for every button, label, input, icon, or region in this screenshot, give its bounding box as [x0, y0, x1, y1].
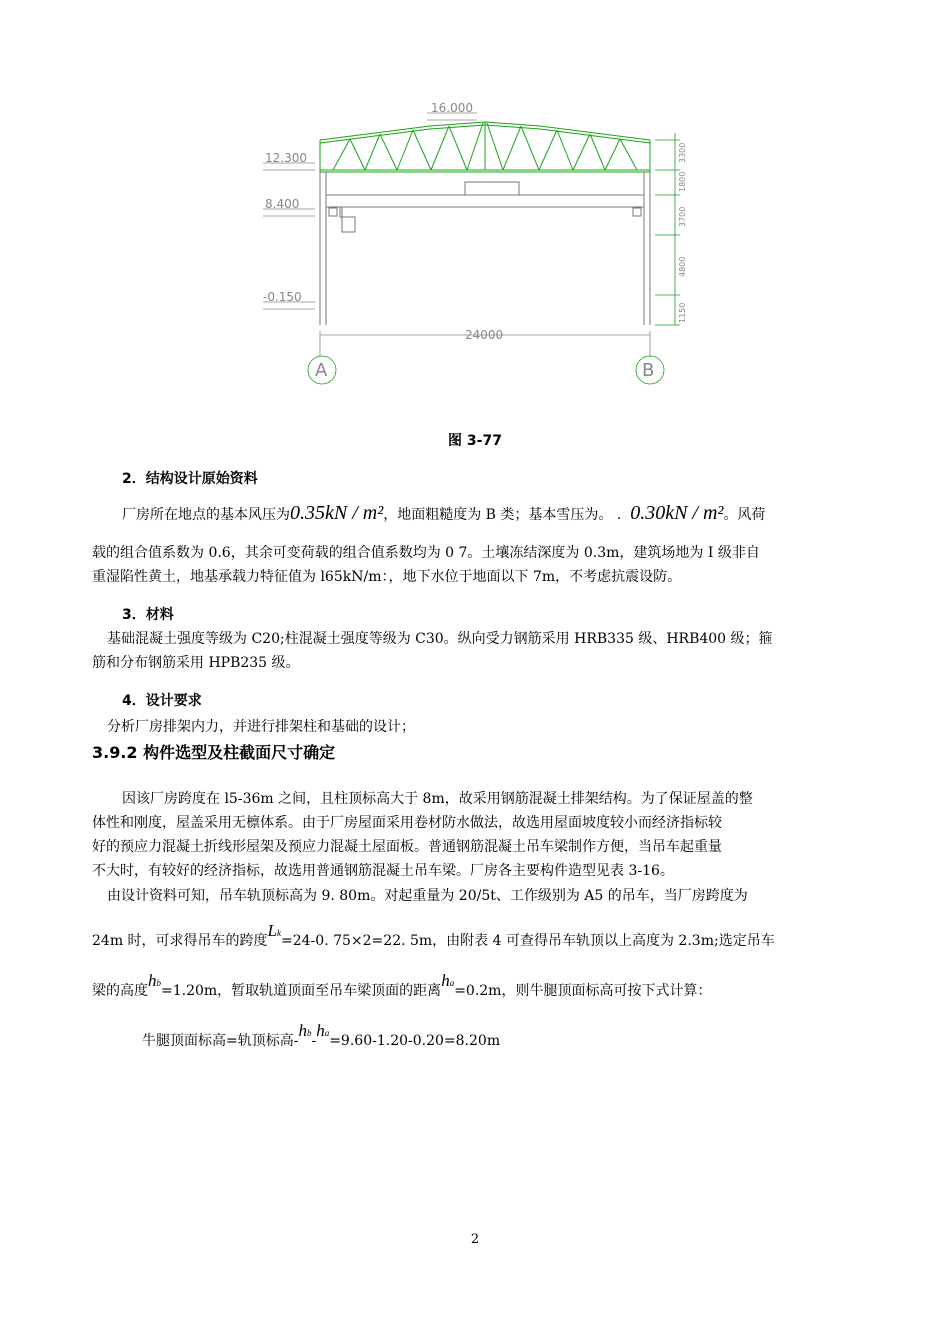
section-2-heading: 2．结构设计原始资料	[122, 471, 258, 487]
symbol-base: h	[316, 1021, 325, 1040]
dim-1800: 1800	[678, 171, 687, 192]
text-span: 24m 时，可求得吊车的跨度	[92, 933, 268, 949]
text-span: 厂房所在地点的基本风压为	[122, 507, 290, 523]
axis-a-label: A	[315, 360, 328, 381]
text-span: 牛腿顶面标高=轨顶标高-	[142, 1033, 299, 1049]
section-4-line-1: 分析厂房排架内力，并进行排架柱和基础的设计；	[107, 719, 415, 735]
corbel-elevation: 8.400	[265, 197, 300, 211]
symbol-ha	[441, 971, 454, 990]
symbol-base: h	[298, 1021, 307, 1040]
symbol-base: L	[267, 921, 278, 940]
symbol-base: h	[441, 971, 450, 990]
dim-3700: 3700	[678, 206, 687, 227]
axis-b-label: B	[642, 360, 655, 381]
text-span: =1.20m，暂取轨道顶面至吊车梁顶面的距离	[161, 983, 442, 999]
symbol-ha	[316, 1021, 329, 1040]
section-3-line-1: 基础混凝土强度等级为 C20;柱混凝土强度等级为 C30。纵向受力钢筋采用 HRB335 级、HRB400 级；箍	[107, 631, 773, 647]
eave-elevation: 12.300	[265, 151, 307, 165]
ground-elevation: -0.150	[263, 290, 302, 304]
symbol-subscript: a	[449, 978, 455, 988]
ridge-elevation: 16.000	[431, 101, 473, 115]
symbol-lk	[268, 921, 281, 940]
dim-3300: 3300	[678, 142, 687, 163]
bent-frame-figure	[255, 95, 695, 395]
formula-line	[142, 1021, 501, 1050]
roof-truss	[320, 122, 650, 172]
symbol-subscript: k	[277, 928, 282, 938]
symbol-subscript: a	[324, 1028, 330, 1038]
columns-and-crane	[320, 172, 650, 325]
para2-line-2	[92, 921, 775, 950]
text-span: =24-0. 75×2=22. 5m，由附表 4 可查得吊车轨顶以上高度为 2.3m;选定吊车	[281, 933, 775, 949]
dim-4800: 4800	[678, 256, 687, 277]
para1-line-4: 不大时，有较好的经济指标，故选用普通钢筋混凝土吊车梁。厂房各主要构件造型见表 3-16。	[92, 863, 674, 879]
symbol-subscript: b	[306, 1028, 312, 1038]
dimension-chain	[655, 133, 680, 325]
section-2-line-3: 重湿陷性黄土，地基承载力特征值为 l65kN/m：，地下水位于地面以下 7m，不考虑抗震设防。	[92, 569, 682, 585]
bent-frame-drawing	[255, 95, 695, 395]
symbol-hb	[298, 1021, 311, 1040]
snow-pressure-value: 0.30kN / m²	[630, 502, 724, 524]
para2-line-1: 由设计资料可知，吊车轨顶标高为 9. 80m。对起重量为 20/5t、工作级别为 A5 的吊车，当厂房跨度为	[107, 888, 748, 904]
section-2-line-1	[122, 502, 765, 525]
figure-caption: 图 3-77	[448, 433, 502, 449]
section-3-heading: 3．材料	[122, 607, 174, 623]
para1-line-3: 好的预应力混凝土折线形屋架及预应力混凝土屋面板。普通钢筋混凝土吊车梁制作方便，当吊车起重量	[92, 839, 722, 855]
section-2-line-2: 载的组合值系数为 0.6，其余可变荷载的组合值系数均为 0 7。土壤冻结深度为 0.3m，建筑场地为 I 级非自	[92, 545, 760, 561]
section-3-line-2: 筋和分布钢筋采用 HPB235 级。	[92, 655, 300, 671]
text-span: -	[311, 1033, 317, 1049]
symbol-subscript: b	[156, 978, 161, 988]
para2-line-3	[92, 971, 712, 1000]
dim-1150: 1150	[678, 302, 687, 323]
para1-line-2: 体性和刚度，屋盖采用无檩体系。由于厂房屋面采用卷材防水做法，故选用屋面坡度较小而经济指标较	[92, 815, 722, 831]
symbol-hb	[148, 971, 161, 990]
text-span: 。风荷	[723, 507, 766, 523]
symbol-base: h	[148, 971, 157, 990]
text-span: 梁的高度	[92, 983, 148, 999]
para1-line-1: 因该厂房跨度在 l5-36m 之间，且柱顶标高大于 8m，故采用钢筋混凝土排架结构。为了保证屋盖的整	[122, 791, 753, 807]
text-span: =9.60-1.20-0.20=8.20m	[329, 1033, 501, 1049]
elevation-marks	[263, 113, 650, 357]
wind-pressure-value: 0.35kN / m²	[290, 502, 384, 524]
page-number: 2	[470, 1232, 480, 1247]
section-4-heading: 4．设计要求	[122, 693, 202, 709]
text-span: ，地面粗糙度为 B 类；基本雪压为。 .	[383, 507, 622, 523]
text-span: =0.2m，则牛腿顶面标高可按下式计算：	[454, 983, 712, 999]
span-dimension: 24000	[465, 328, 504, 342]
section-392-heading: 3.9.2 构件选型及柱截面尺寸确定	[92, 743, 336, 762]
